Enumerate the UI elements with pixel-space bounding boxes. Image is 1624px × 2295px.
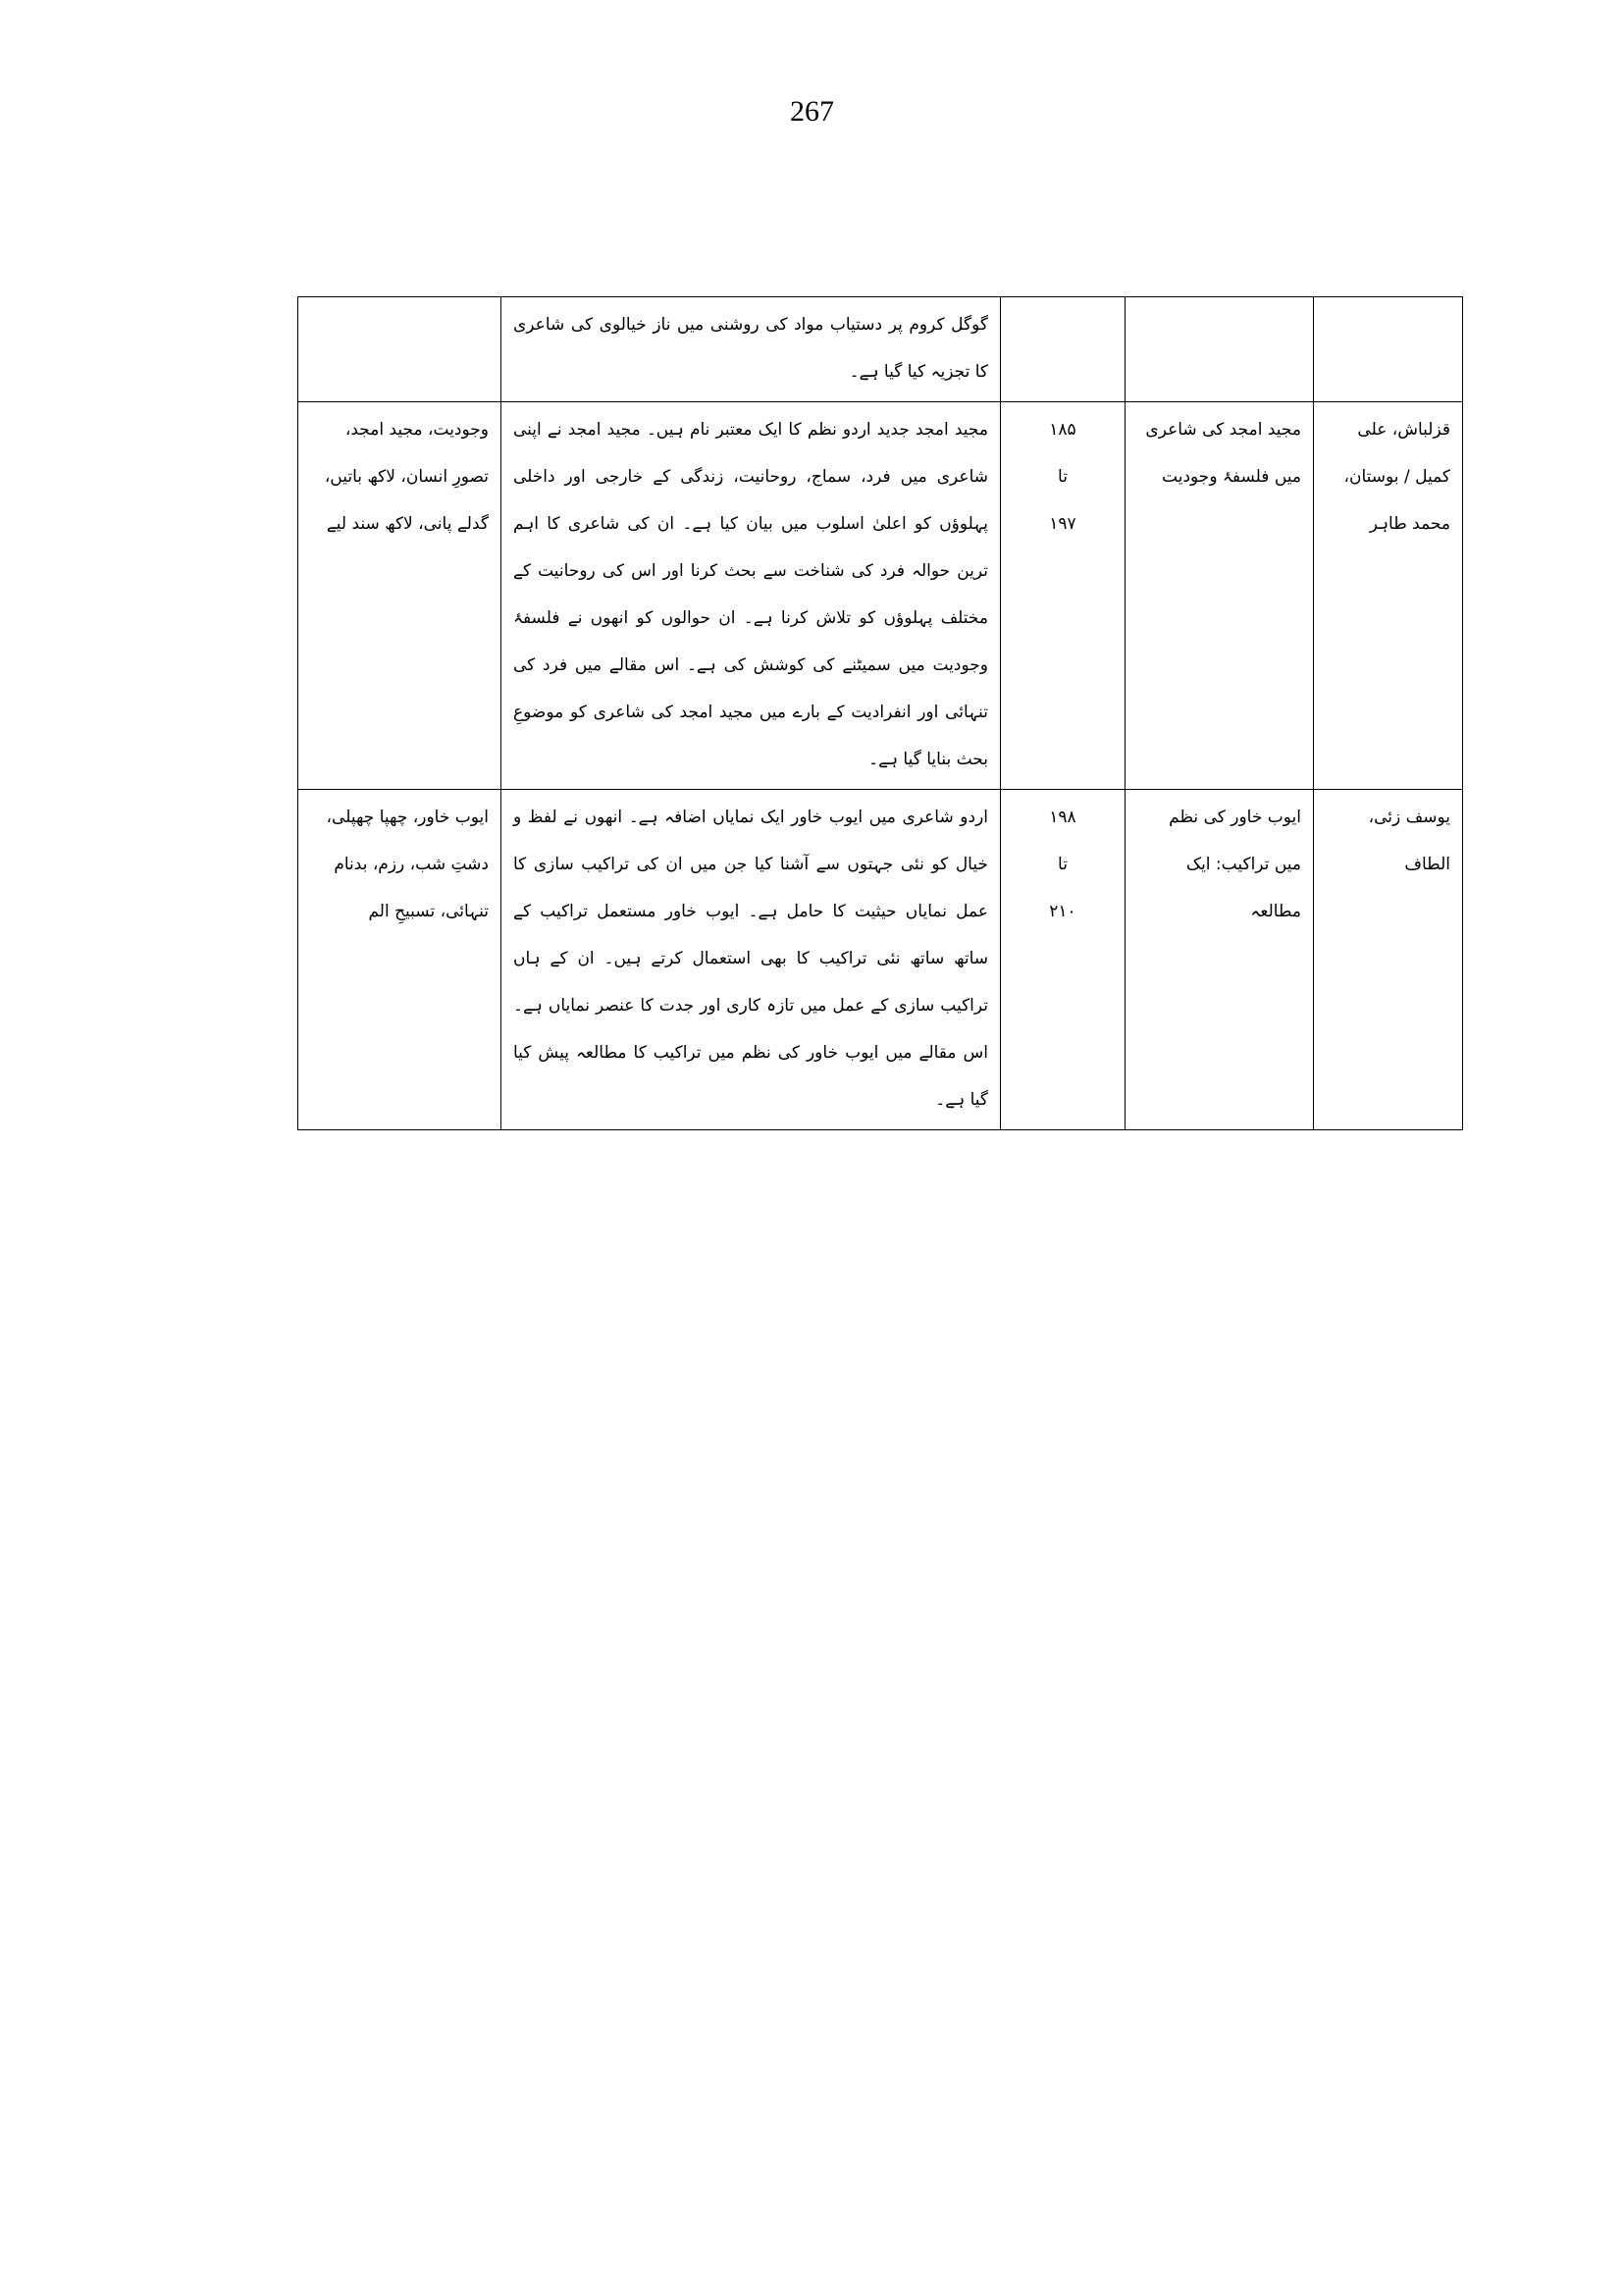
page-number: 267 [790,95,834,128]
cell-author [1314,297,1463,402]
cell-pages [1001,790,1126,1130]
cell-abstract: اردو شاعری میں ایوب خاور ایک نمایاں اضافہ ہے۔ انھوں نے لفظ و خیال کو نئی جہتوں سے آشنا کیا جن میں ان کی تراکیب سازی کا عمل نمایاں حیثیت کا حامل ہے۔ ایوب خاور مستعمل تراکیب کے ساتھ ساتھ نئی تراکیب کا بھی استعمال کرتے ہیں۔ ان کے ہاں تراکیب سازی کے عمل میں تازہ کاری اور جدت کا عنصر نمایاں ہے۔ اس مقالے میں ایوب خاور کی نظم میں تراکیب کا مطالعہ پیش کیا گیا ہے۔ [501,790,1001,1130]
page-range-part: ۲۱۰ [1049,902,1076,921]
page-range-part: تا [1058,855,1068,874]
page-range-part: ۱۹۷ [1049,514,1076,534]
table-row [298,790,1463,1130]
cell-pages [1001,402,1126,790]
cell-title [1126,297,1314,402]
cell-keywords: وجودیت، مجید امجد، تصورِ انسان، لاکھ باتیں، گدلے پانی، لاکھ سند لیے [298,402,501,790]
cell-pages [1001,297,1126,402]
table-row [298,297,1463,402]
cell-title: ایوب خاور کی نظم میں تراکیب: ایک مطالعہ [1126,790,1314,1130]
table-row [298,402,1463,790]
page-range-part: ۱۸۵ [1049,420,1076,440]
page-range-part: تا [1058,467,1068,487]
cell-keywords [298,297,501,402]
table-body [298,297,1463,1130]
cell-title: مجید امجد کی شاعری میں فلسفۂ وجودیت [1126,402,1314,790]
cell-author: قزلباش، علی کمیل / بوستان، محمد طاہر [1314,402,1463,790]
cell-abstract: گوگل کروم پر دستیاب مواد کی روشنی میں ناز خیالوی کی شاعری کا تجزیہ کیا گیا ہے۔ [501,297,1001,402]
cell-author: یوسف زئی، الطاف [1314,790,1463,1130]
article-index-table [297,296,1463,1130]
cell-abstract: مجید امجد جدید اردو نظم کا ایک معتبر نام ہیں۔ مجید امجد نے اپنی شاعری میں فرد، سماج، روحانیت، زندگی کے خارجی اور داخلی پہلوؤں کو اعلیٰ اسلوب میں بیان کیا ہے۔ ان کی شاعری کا اہم ترین حوالہ فرد کی شناخت سے بحث کرنا اور اس کی روحانیت کے مختلف پہلوؤں کو تلاش کرنا ہے۔ ان حوالوں کو انھوں نے فلسفۂ وجودیت میں سمیٹنے کی کوشش کی ہے۔ اس مقالے میں فرد کی تنہائی اور انفرادیت کے بارے میں مجید امجد کی شاعری کو موضوعِ بحث بنایا گیا ہے۔ [501,402,1001,790]
cell-keywords: ایوب خاور، چھپا چھپلی، دشتِ شب، رزم، بدنام تنہائی، تسبیحِ الم [298,790,501,1130]
page-range-part: ۱۹۸ [1049,808,1076,827]
